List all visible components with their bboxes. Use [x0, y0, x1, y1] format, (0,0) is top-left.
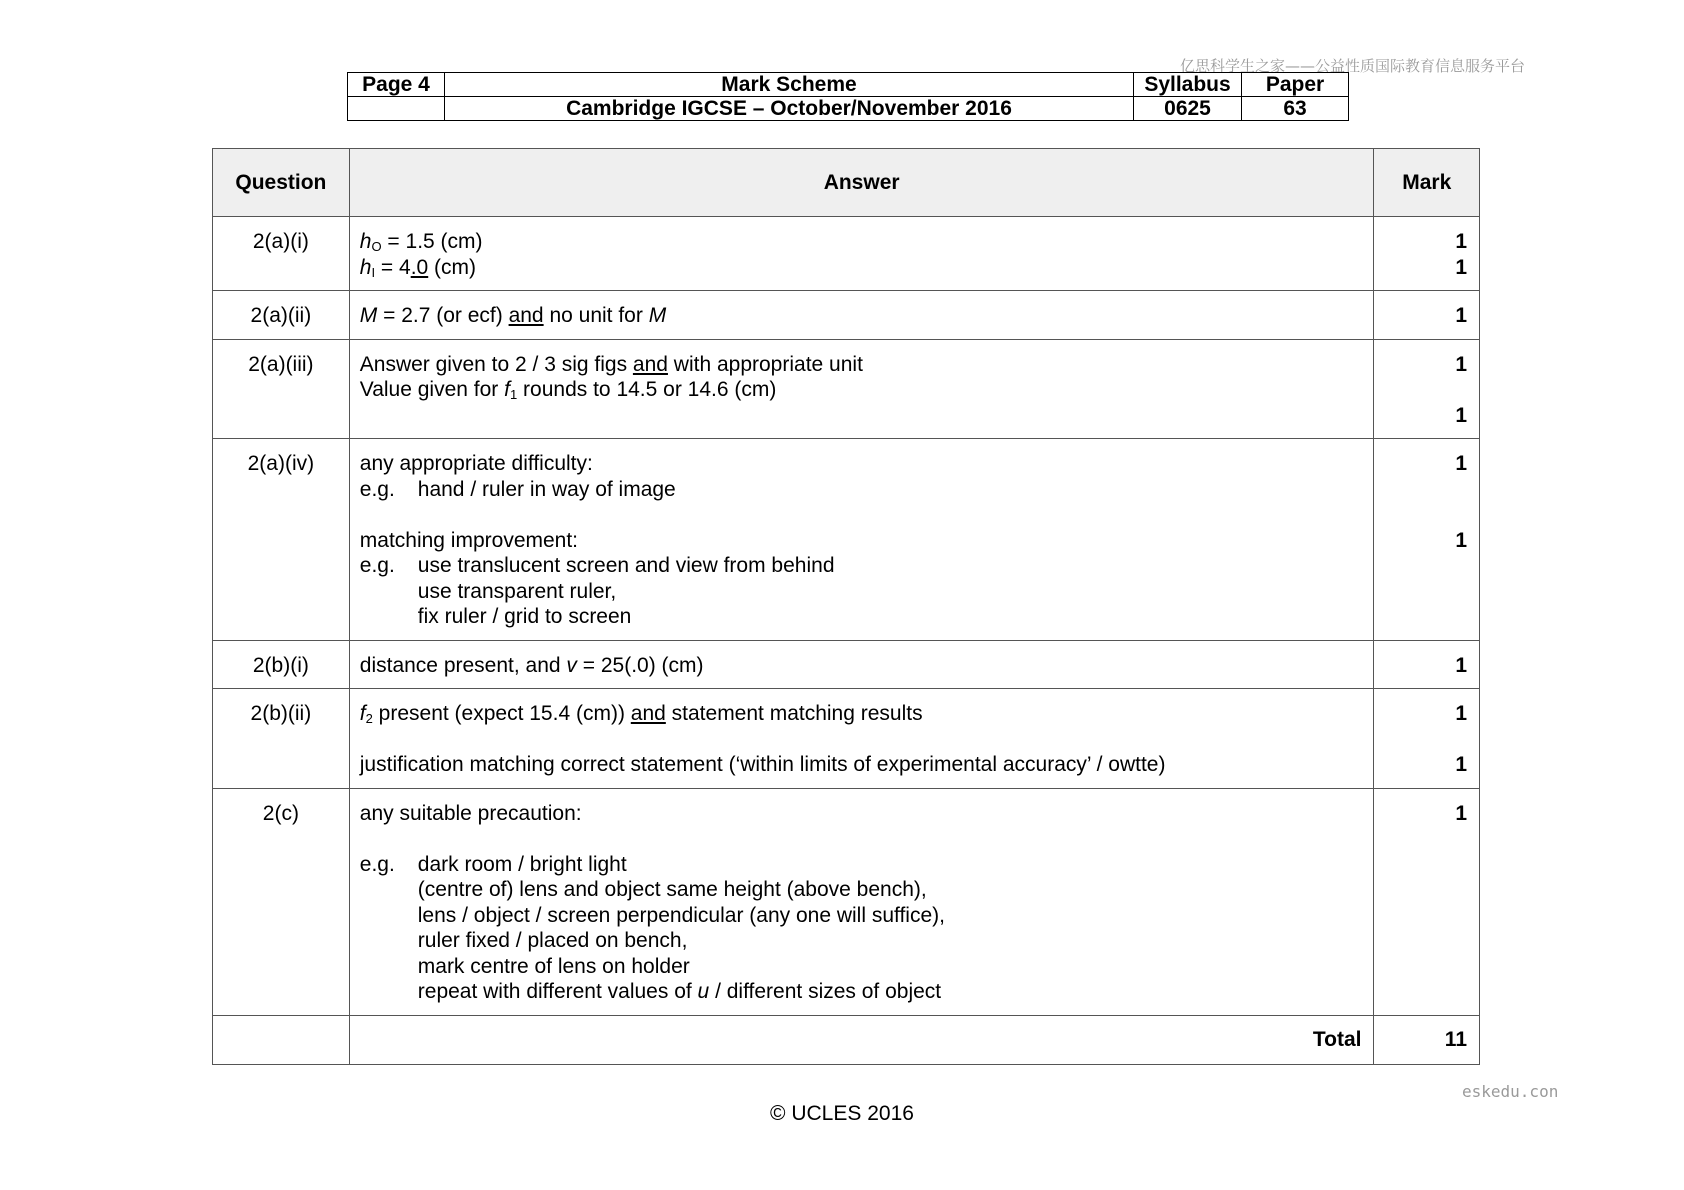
header-syllabus-label: Syllabus [1134, 73, 1242, 97]
mark-cell: 1 1 [1374, 217, 1480, 291]
answer-cell: M = 2.7 (or ecf) and no unit for M [349, 291, 1374, 340]
watermark-bottom: eskedu.con [1462, 1082, 1559, 1101]
header-syllabus: 0625 [1134, 97, 1242, 121]
header-table [347, 72, 1349, 121]
mark-cell: 1 [1374, 291, 1480, 340]
answer-cell: $f_2$ present (expect 15.4 (cm)) and statement matching results justification matching correct statement (‘within limits of experimental accuracy’ / owtte) [349, 689, 1374, 789]
total-empty-cell [213, 1015, 350, 1064]
header-empty-cell [348, 97, 445, 121]
question-number: 2(b)(i) [213, 640, 350, 689]
answer-cell: any appropriate difficulty: e.g. hand / ruler in way of image matching improvement: e.g. use translucent screen and view from behind use transparent ruler, fix ruler / grid to screen [349, 439, 1374, 641]
table-row [213, 689, 1480, 789]
mark-cell: 1 1 [1374, 689, 1480, 789]
table-row [213, 217, 1480, 291]
answer-cell: $h_O = 1.5$ (cm) $h_I = 4.0$ (cm) [349, 217, 1374, 291]
table-row [213, 439, 1480, 641]
header-subtitle: Cambridge IGCSE – October/November 2016 [445, 97, 1134, 121]
question-number: 2(a)(ii) [213, 291, 350, 340]
header-title: Mark Scheme [445, 73, 1134, 97]
mark-cell: 1 1 [1374, 439, 1480, 641]
copyright-footer: © UCLES 2016 [770, 1102, 914, 1125]
mark-cell: 1 [1374, 640, 1480, 689]
mark-cell: 1 [1374, 788, 1480, 1015]
total-row [213, 1015, 1480, 1064]
header-page: Page 4 [348, 73, 445, 97]
col-mark: Mark [1374, 149, 1480, 217]
col-answer: Answer [349, 149, 1374, 217]
table-row [213, 339, 1480, 439]
total-label: Total [349, 1015, 1374, 1064]
header-paper: 63 [1242, 97, 1349, 121]
answer-cell: Answer given to 2 / 3 sig figs and with appropriate unit Value given for $f_1$ rounds to 14.5 or 14.6 (cm) [349, 339, 1374, 439]
watermark-top: 亿思科学生之家——公益性质国际教育信息服务平台 [1180, 57, 1526, 75]
header-paper-label: Paper [1242, 73, 1349, 97]
question-number: 2(a)(iii) [213, 339, 350, 439]
question-number: 2(b)(ii) [213, 689, 350, 789]
mark-scheme-table [212, 148, 1480, 1065]
table-header-row [213, 149, 1480, 217]
answer-cell: distance present, and v = 25(.0) (cm) [349, 640, 1374, 689]
question-number: 2(a)(iv) [213, 439, 350, 641]
table-row [213, 291, 1480, 340]
question-number: 2(c) [213, 788, 350, 1015]
table-row [213, 640, 1480, 689]
col-question: Question [213, 149, 350, 217]
total-value: 11 [1374, 1015, 1480, 1064]
table-row [213, 788, 1480, 1015]
mark-cell: 1 1 [1374, 339, 1480, 439]
answer-cell: any suitable precaution: e.g. dark room / bright light (centre of) lens and object same height (above bench), lens / object / screen perpendicular (any one will suffice), ruler fixed / placed on bench, mark centre of lens on holder repeat with different values of u / different sizes of object [349, 788, 1374, 1015]
question-number: 2(a)(i) [213, 217, 350, 291]
